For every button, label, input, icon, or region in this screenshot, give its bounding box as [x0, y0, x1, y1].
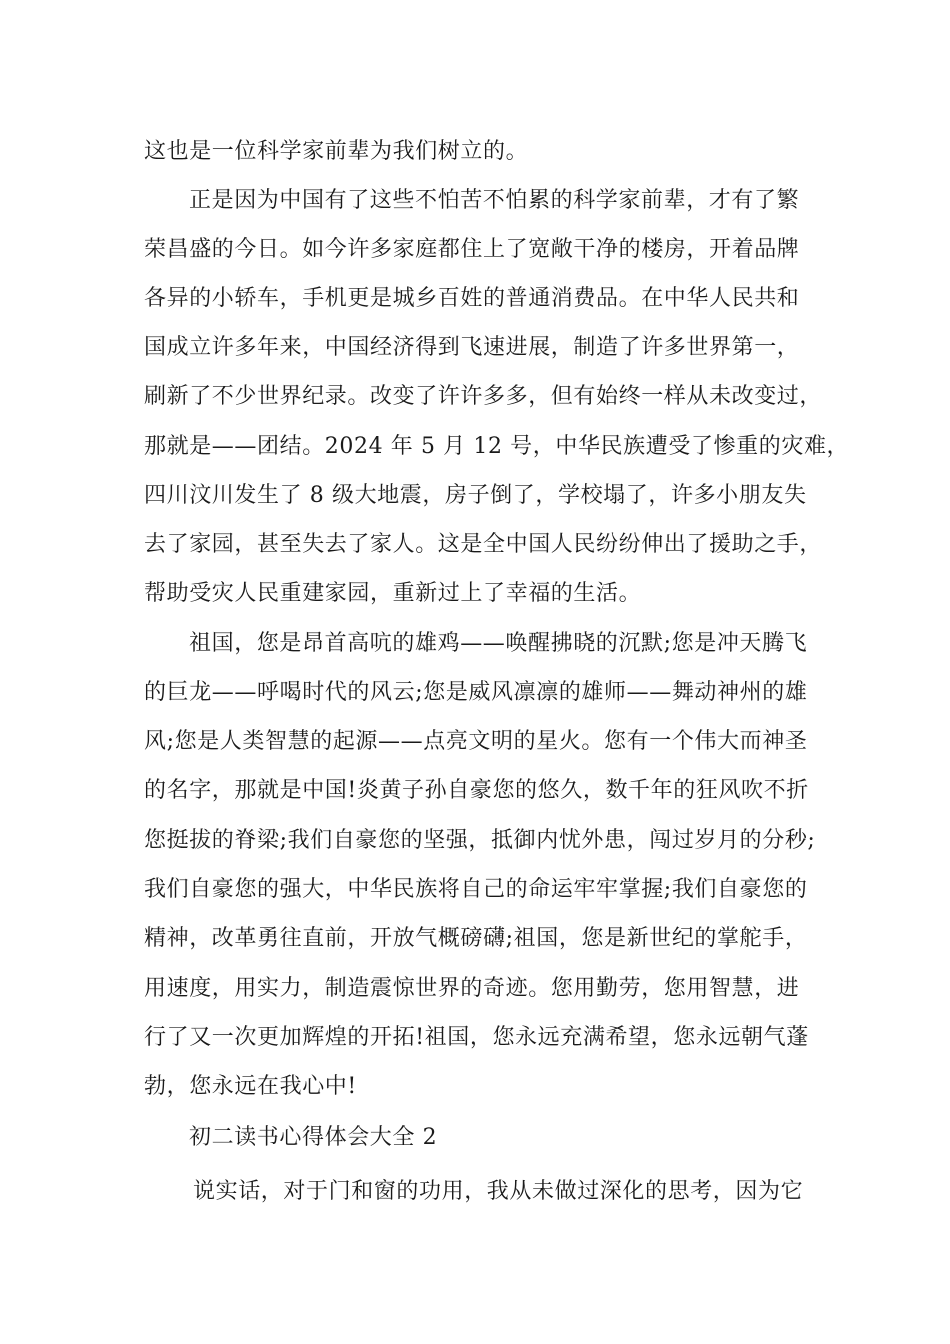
text-line: 用速度，用实力，制造震惊世界的奇迹。您用勤劳，您用智慧，进 — [144, 976, 800, 1001]
text-line: 的巨龙——呼喝时代的风云;您是威风凛凛的雄师——舞动神州的雄 — [144, 680, 808, 705]
paragraph-start-line: 正是因为中国有了这些不怕苦不怕累的科学家前辈，才有了繁 — [189, 188, 800, 213]
text-line: 四川汶川发生了 8 级大地震，房子倒了，学校塌了，许多小朋友失 — [144, 483, 807, 508]
paragraph-start-line: 说实话，对于门和窗的功用，我从未做过深化的思考，因为它 — [193, 1179, 804, 1204]
text-line: 精神，改革勇往直前，开放气概磅礴;祖国，您是新世纪的掌舵手， — [144, 926, 808, 951]
text-line: 这也是一位科学家前辈为我们树立的。 — [144, 139, 529, 164]
text-line: 帮助受灾人民重建家园，重新过上了幸福的生活。 — [144, 581, 642, 606]
text-line: 那就是——团结。2024 年 5 月 12 号，中华民族遭受了惨重的灾难， — [144, 434, 850, 459]
text-line: 国成立许多年来，中国经济得到飞速进展，制造了许多世界第一， — [144, 335, 800, 360]
text-line: 勃，您永远在我心中! — [144, 1074, 357, 1099]
text-line: 风;您是人类智慧的起源——点亮文明的星火。您有一个伟大而神圣 — [144, 729, 808, 754]
paragraph-start-line: 祖国，您是昂首高吭的雄鸡——唤醒拂晓的沉默;您是冲天腾飞 — [189, 631, 808, 656]
text-line: 各异的小轿车，手机更是城乡百姓的普通消费品。在中华人民共和 — [144, 286, 800, 311]
section-heading: 初二读书心得体会大全 2 — [189, 1125, 438, 1150]
text-line: 的名字，那就是中国!炎黄子孙自豪您的悠久，数千年的狂风吹不折 — [144, 778, 809, 803]
text-line: 您挺拔的脊梁;我们自豪您的坚强，抵御内忧外患，闯过岁月的分秒; — [144, 828, 816, 853]
text-line: 行了又一次更加辉煌的开拓!祖国，您永远充满希望，您永远朝气蓬 — [144, 1025, 809, 1050]
text-line: 刷新了不少世界纪录。改变了许许多多，但有始终一样从未改变过， — [144, 384, 823, 409]
text-line: 荣昌盛的今日。如今许多家庭都住上了宽敞干净的楼房，开着品牌 — [144, 237, 800, 262]
text-line: 去了家园，甚至失去了家人。这是全中国人民纷纷伸出了援助之手， — [144, 532, 823, 557]
text-line: 我们自豪您的强大，中华民族将自己的命运牢牢掌握;我们自豪您的 — [144, 877, 808, 902]
